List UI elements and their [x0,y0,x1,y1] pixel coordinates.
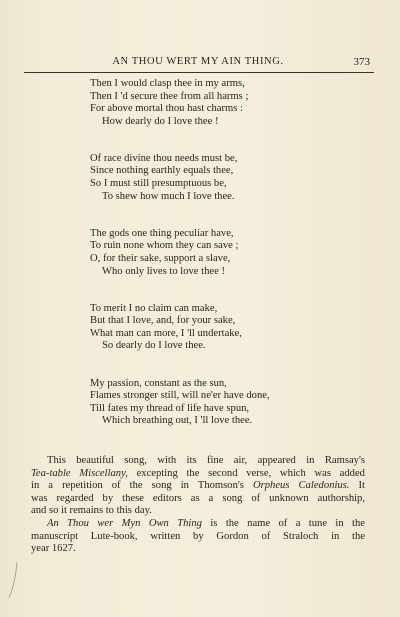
poem-line: The gods one thing peculiar have, [90,227,234,239]
page-number: 373 [353,56,370,68]
note-line: An Thou wer Myn Own Thing is the name of a tune in the [47,517,365,529]
poem-line: For above mortal thou hast charms : [90,103,243,115]
poem [90,78,380,452]
poem-line: Then I would clasp thee in my arms, [90,78,245,89]
italic-title: Tea-table Miscellany, [31,467,128,479]
stanza-2 [90,153,380,203]
poem-line: To shew how much I love thee. [102,190,235,202]
poem-line: Who only lives to love thee ! [102,265,225,277]
poem-line: To merit I no claim can make, [90,302,218,314]
stanza-5 [90,378,380,428]
editorial-note [31,455,365,556]
header-rule [24,72,374,73]
running-title: AN THOU WERT MY AIN THING. [112,56,284,67]
poem-line: My passion, constant as the sun, [90,377,227,389]
poem-line: Till fates my thread of life have spun, [90,402,250,414]
running-header [24,56,372,70]
stanza-4 [90,303,380,353]
poem-line: So I must still presumptuous be, [90,178,227,190]
pencil-mark [6,560,20,600]
poem-line: Of race divine thou needs must be, [90,152,238,164]
poem-line: O, for their sake, support a slave, [90,252,231,264]
note-line: in a repetition of the song in Thomson's Orpheus Caledonius. It [31,480,365,492]
note-line: year 1627. [31,543,76,555]
poem-line: So dearly do I love thee. [102,340,206,352]
note-line: and so it remains to this day. [31,505,152,517]
poem-line: Flames stronger still, will ne'er have done, [90,390,270,402]
poem-line: How dearly do I love thee ! [102,115,219,127]
note-line: This beautiful song, with its fine air, appeared in Ramsay's [47,455,365,466]
poem-line: Since nothing earthly equals thee, [90,165,234,177]
poem-line: What man can more, I 'll undertake, [90,327,242,339]
note-line: Tea-table Miscellany, excepting the second verse, which was added [31,467,365,479]
italic-title: Orpheus Caledonius. [252,480,350,492]
stanza-3 [90,228,380,278]
poem-line: Which breathing out, I 'll love thee. [102,415,253,427]
note-line: was regarded by these editors as a song of unknown authorship, [31,492,365,504]
italic-title: An Thou wer Myn Own Thing [47,517,202,529]
poem-line: To ruin none whom they can save ; [90,240,239,252]
stanza-1 [90,78,380,128]
poem-line: Then I 'd secure thee from all harms ; [90,90,249,102]
note-paragraph-1 [31,455,365,518]
poem-line: But that I love, and, for your sake, [90,315,236,327]
note-paragraph-2 [31,518,365,556]
note-line: manuscript Lute-book, written by Gordon of Straloch in the [31,530,365,542]
